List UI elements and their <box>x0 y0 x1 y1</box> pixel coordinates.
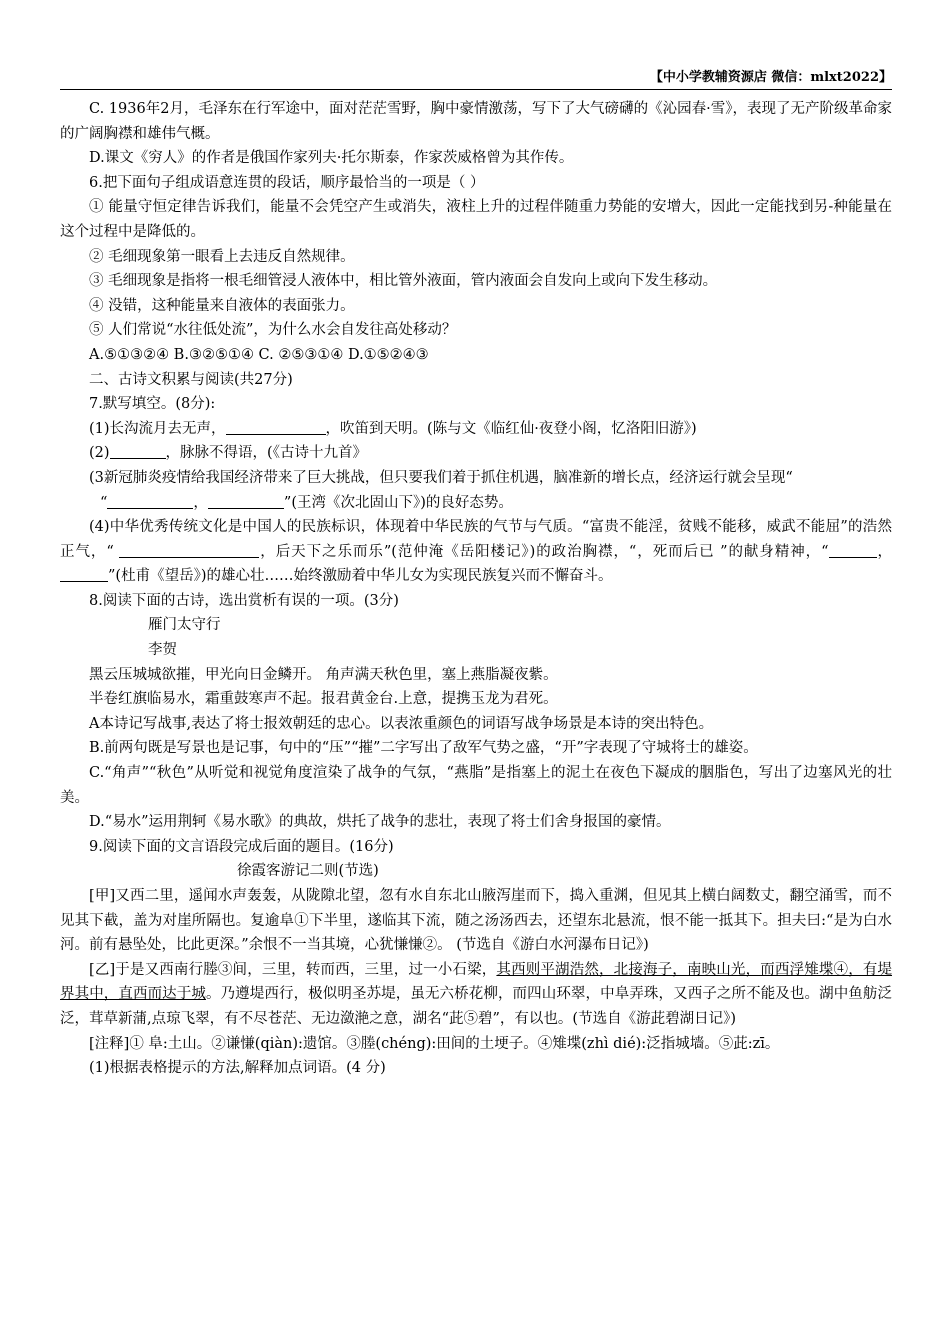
page-header: 【中小学教辅资源店 微信：mlxt2022】 <box>60 66 892 90</box>
q6-sentence-1: ① 能量守恒定律告诉我们，能量不会凭空产生或消失，液柱上升的过程伴随重力势能的安增大，因此一定能找到另-种能量在这个过程中是降低的。 <box>60 199 892 240</box>
open-quote: “ <box>100 494 108 511</box>
q7-line-4-b: ，后天下之乐而乐”(范仲淹《岳阳楼记》)的政治胸襟，“，死而后已 ”的献身精神，“ <box>259 543 829 560</box>
q6-sentence-3: ③ 毛细现象是指将一根毛细管浸人液体中，相比管外液面，管内液面会自发向上或向下发生移动。 <box>89 273 718 290</box>
q5-option-d: D.课文《穷人》的作者是俄国作家列夫·托尔斯泰，作家茨威格曾为其作传。 <box>89 150 574 167</box>
q6-sentence-5: ⑤ 人们常说“水往低处流”，为什么水会自发往高处移动？ <box>89 322 457 339</box>
q8-option-d: D.“易水”运用荆轲《易水歌》的典故，烘托了战争的悲壮，表现了将士们舍身报国的豪情。 <box>89 814 671 831</box>
passage-yi-b: 。乃遵堤西行，极似明圣苏堤，虽无六桥花柳，而四山环翠，中阜弄珠，又西子之所不能及也。湖中鱼舫泛泛，茸草新蒲,点琼飞翠，有不尽苍茫、无边潋滟之意，湖名“茈⑤碧”，有以也。(节选自《游茈碧湖日记》) <box>60 986 892 1027</box>
q6-stem: 6.把下面句子组成语意连贯的段话，顺序最恰当的一项是（ ） <box>89 174 485 191</box>
q5-option-c: C. 1936年2月，毛泽东在行军途中，面对茫茫雪野，胸中豪情激荡，写下了大气磅礴的《沁园春·雪》，表现了无产阶级革命家的广阔胸襟和雄伟气概。 <box>60 101 892 142</box>
answer-blank[interactable] <box>107 492 193 509</box>
q7-line-1 <box>60 417 892 442</box>
q7-line-4-c: ， <box>876 543 892 560</box>
comma: ， <box>193 494 208 511</box>
q7-line-4 <box>60 515 892 589</box>
document-body <box>60 97 892 1081</box>
q7-line-1-a: (1)长沟流月去无声， <box>89 420 226 437</box>
q8-stem: 8.阅读下面的古诗，选出赏析有误的一项。(3分) <box>89 592 399 609</box>
q8-option-c: C.“角声”“秋色”从听觉和视觉角度渲染了战争的气氛，“燕脂”是指塞上的泥土在夜色下凝成的胭脂色，写出了边塞风光的壮美。 <box>60 765 892 806</box>
poem-line-1: 黑云压城城欲摧，甲光向日金鳞开。 角声满天秋色里，塞上燕脂凝夜紫。 <box>89 666 558 683</box>
q7-line-4-d: ”(杜甫《望岳》)的雄心壮……始终激励着中华儿女为实现民族复兴而不懈奋斗。 <box>108 568 613 585</box>
q8-option-b: B.前两句既是写景也是记事，句中的“压”“摧”二字写出了敌军气势之盛，“开”字表现了守城将士的雄姿。 <box>89 740 758 757</box>
poem-line-2: 半卷红旗临易水，霜重鼓寒声不起。报君黄金台.上意，提携玉龙为君死。 <box>89 691 558 708</box>
passage-jia: [甲]又西二里，遥闻水声轰轰，从陇隙北望，忽有水自东北山腋泻崖而下，捣入重渊，但见其上横白阔数丈，翻空涌雪，而不见其下截，盖为对崖所隔也。复逾阜①下半里，遂临其下流，随之汤汤西去，还望东北悬流，恨不能一抵其下。担夫曰:“是为白水河。前有悬坠处，比此更深。”余恨不一当其境，心犹慊慊②。 (节选自《游白水河瀑布日记》) <box>60 888 892 954</box>
q7-line-3-tail: ”(王湾《次北固山下》)的良好态势。 <box>283 494 513 511</box>
answer-blank[interactable] <box>119 541 259 558</box>
q6-sentence-4: ④ 没错，这种能量来自液体的表面张力。 <box>89 297 355 314</box>
passage-title: 徐霞客游记二则(节选) <box>237 863 379 880</box>
q7-line-2-b: ，脉脉不得语，(《古诗十九首》 <box>165 445 367 462</box>
answer-blank[interactable] <box>60 565 108 582</box>
q7-line-4-a: (4)中华优秀传统文化是中国人的民族标识，体现着中华民族的气节与气质。“富贵不能淫，贫贱不能移，威武不能屈”的浩然正气，“ <box>60 519 892 560</box>
q7-line-1-b: ，吹笛到天明。(陈与文《临红仙·夜登小阁，忆洛阳旧游》) <box>325 420 697 437</box>
q7-stem: 7.默写填空。(8分): <box>89 396 216 413</box>
passage-notes: [注释]① 阜:土山。②谦慊(qiàn):遗馆。③塍(chéng):田间的土埂子。④雉堞(zhì dié):泛指城墙。⑤茈:zī。 <box>89 1035 780 1052</box>
q7-line-3: (3新冠肺炎疫情给我国经济带来了巨大挑战，但只要我们着于抓住机遇，脑准新的增长点，经济运行就会呈现“ <box>89 469 793 486</box>
poem-title: 雁门太守行 <box>148 617 221 634</box>
answer-blank[interactable] <box>208 492 284 509</box>
q7-line-2-a: (2) <box>89 445 110 462</box>
q6-options: A.⑤①③②④ B.③②⑤①④ C. ②⑤③①④ D.①⑤②④③ <box>89 346 429 363</box>
q9-sub-1: (1)根据表格提示的方法,解释加点词语。(4 分) <box>89 1060 386 1077</box>
q7-line-3-continued <box>60 491 892 516</box>
passage-yi-underlined: 其西则平湖浩然，北接海子，南映山光，而西浮雉堞④，有堤界其中，直西而达于城 <box>60 961 893 1003</box>
q6-sentence-2: ② 毛细现象第一眼看上去违反自然规律。 <box>89 248 355 265</box>
answer-blank[interactable] <box>110 442 166 459</box>
answer-blank[interactable] <box>226 418 326 435</box>
answer-blank[interactable] <box>829 541 877 558</box>
q8-option-a: A本诗记写战事,表达了将士报效朝廷的忠心。以表浓重颜色的词语写战争场景是本诗的突出特色。 <box>89 715 714 732</box>
section-2-heading: 二、古诗文积累与阅读(共27分) <box>89 371 293 388</box>
passage-yi <box>60 958 892 1032</box>
poem-author: 李贺 <box>148 642 177 659</box>
q9-stem: 9.阅读下面的文言语段完成后面的题目。(16分) <box>89 838 394 855</box>
passage-yi-a: [乙]于是又西南行塍③间，三里，转而西，三里，过一小石梁， <box>89 961 497 978</box>
q7-line-2 <box>60 441 892 466</box>
